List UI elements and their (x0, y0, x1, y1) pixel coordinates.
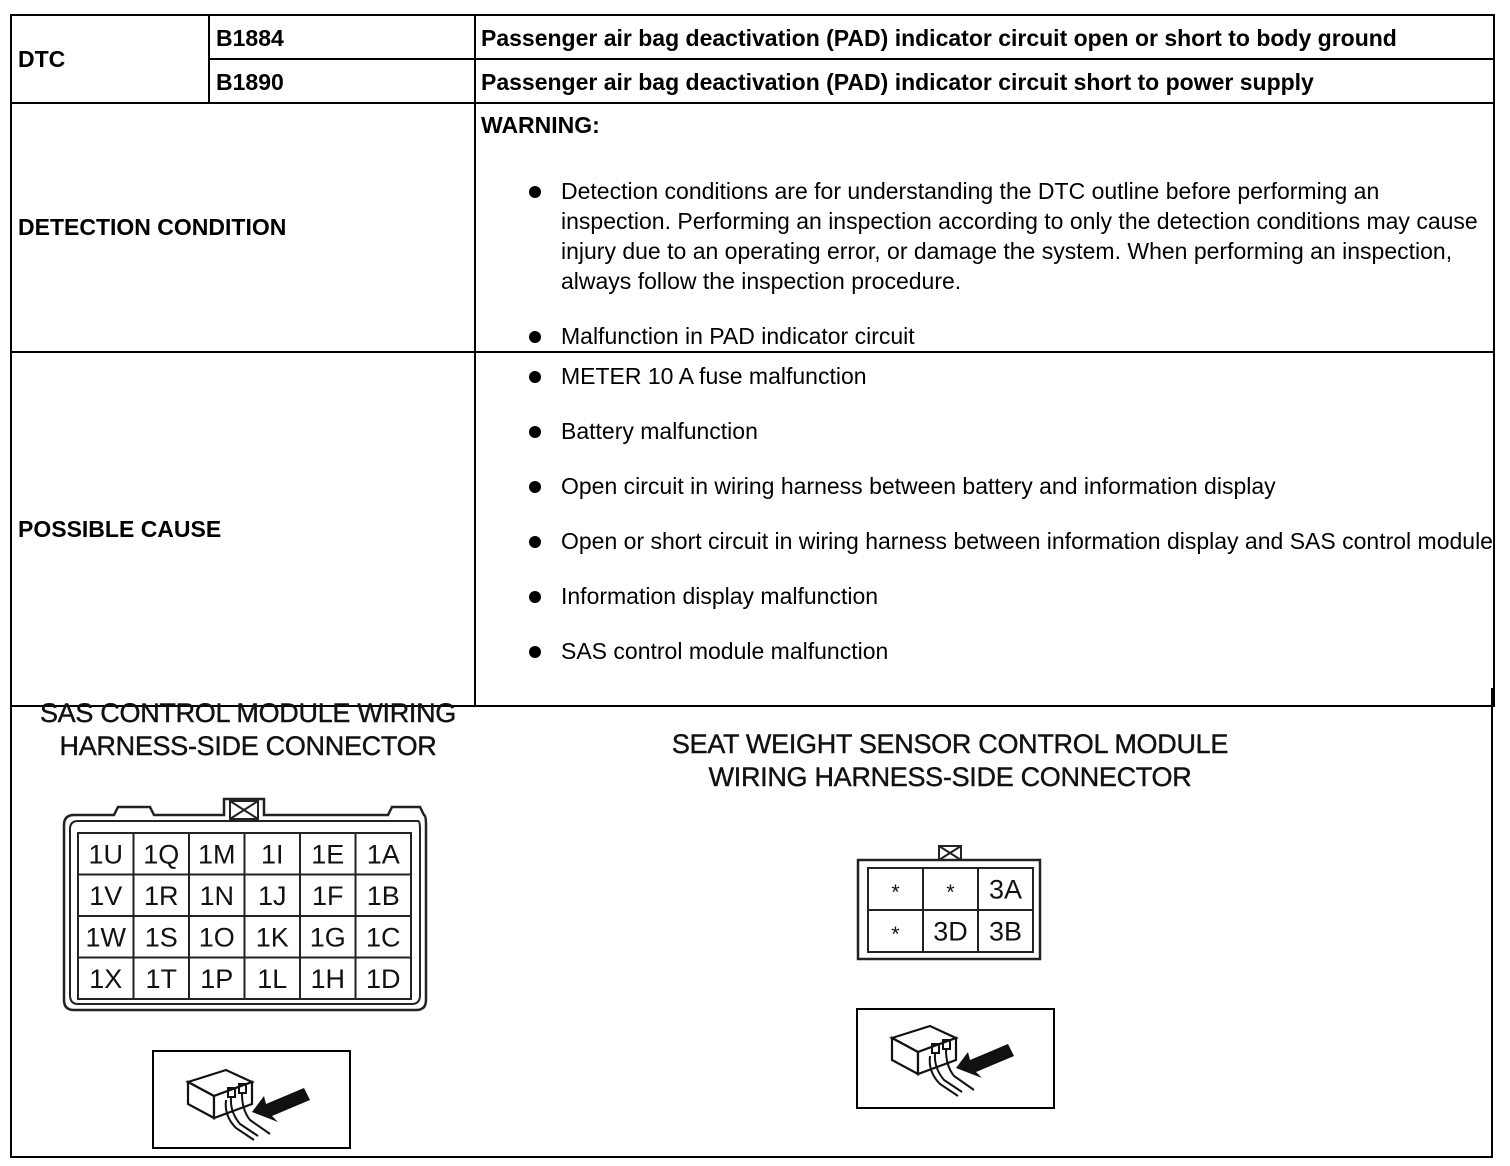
pin-label: 1H (310, 963, 346, 994)
probe-arrow (252, 1088, 310, 1122)
dtc-description: Passenger air bag deactivation (PAD) indicator circuit open or short to body ground (475, 15, 1494, 59)
seat-weight-connector-title (630, 728, 1270, 794)
pin-label: 1K (255, 922, 289, 953)
pin-label: 1U (88, 839, 124, 870)
sas-title-line-2: HARNESS-SIDE CONNECTOR (59, 731, 437, 761)
probe-arrow (956, 1044, 1014, 1078)
pin-label: 1W (85, 922, 126, 953)
lock-icon (230, 801, 258, 819)
lock-icon (939, 846, 961, 860)
dtc-row-1 (11, 15, 1494, 59)
probe-connector-icon (858, 1010, 1053, 1107)
possible-cause-content (475, 352, 1494, 706)
pin-label: 1L (257, 963, 288, 994)
pin-label: 1R (143, 880, 179, 911)
sas-connector-title (18, 697, 478, 763)
sas-title-line-1: SAS CONTROL MODULE WIRING (39, 698, 457, 728)
cause-list (481, 361, 1493, 666)
pin-label: * (891, 879, 900, 904)
possible-cause-label: POSSIBLE CAUSE (11, 352, 475, 706)
pin-label: 1A (366, 839, 400, 870)
seat-title-line-2: WIRING HARNESS-SIDE CONNECTOR (708, 762, 1192, 792)
pin-label: 3D (933, 916, 968, 947)
sas-connector-diagram (58, 795, 438, 1020)
pin-label: 1J (257, 880, 287, 911)
dtc-row-2 (11, 59, 1494, 103)
list-item: Detection conditions are for understanding the DTC outline before performing an inspection. Performing an inspection according to only the detection conditions may cause injury due to an operating error, or damage the system. When performing an inspection, always follow the inspection procedure. (527, 176, 1493, 296)
pin-label: 1Q (143, 839, 180, 870)
seat-weight-connector-diagram (855, 843, 1045, 963)
pin-label: 1I (260, 839, 284, 870)
list-item: Open or short circuit in wiring harness between information display and SAS control module (527, 526, 1493, 556)
seat-probe-icon-box (856, 1008, 1055, 1109)
pin-label: 1S (144, 922, 178, 953)
detection-list (481, 176, 1493, 351)
pin-label: 1T (145, 963, 178, 994)
detection-condition-row (11, 103, 1494, 352)
list-item: METER 10 A fuse malfunction (527, 361, 1493, 391)
list-item: Information display malfunction (527, 581, 1493, 611)
list-item: Malfunction in PAD indicator circuit (527, 321, 1493, 351)
pin-label: * (946, 879, 955, 904)
pin-label: 1C (365, 922, 401, 953)
dtc-code: B1884 (209, 15, 475, 59)
dtc-description: Passenger air bag deactivation (PAD) indicator circuit short to power supply (475, 59, 1494, 103)
dtc-label: DTC (11, 15, 209, 103)
list-item: SAS control module malfunction (527, 636, 1493, 666)
possible-cause-row (11, 352, 1494, 706)
pin-label: 1M (197, 839, 236, 870)
list-item: Open circuit in wiring harness between battery and information display (527, 471, 1493, 501)
pin-label: 1B (366, 880, 400, 911)
list-item: Battery malfunction (527, 416, 1493, 446)
pin-label: 1G (309, 922, 346, 953)
detection-condition-label: DETECTION CONDITION (11, 103, 475, 352)
pin-label: 3A (988, 874, 1023, 905)
dtc-info-table (10, 14, 1495, 707)
pin-label: 1E (311, 839, 345, 870)
pin-label: 1N (199, 880, 235, 911)
sas-probe-icon-box (152, 1050, 351, 1149)
sas-pin-grid (78, 833, 411, 999)
seat-pin-grid (868, 868, 1033, 952)
pin-label: * (891, 921, 900, 946)
pin-label: 1X (89, 963, 123, 994)
pin-label: 1F (311, 880, 344, 911)
dtc-code: B1890 (209, 59, 475, 103)
pin-label: 1P (200, 963, 234, 994)
probe-connector-icon (154, 1052, 349, 1147)
pin-label: 1V (89, 880, 123, 911)
detection-condition-content (475, 103, 1494, 352)
pin-label: 1D (365, 963, 401, 994)
pin-label: 1O (198, 922, 235, 953)
seat-title-line-1: SEAT WEIGHT SENSOR CONTROL MODULE (671, 729, 1229, 759)
pin-label: 3B (988, 916, 1023, 947)
warning-title: WARNING: (481, 112, 600, 138)
